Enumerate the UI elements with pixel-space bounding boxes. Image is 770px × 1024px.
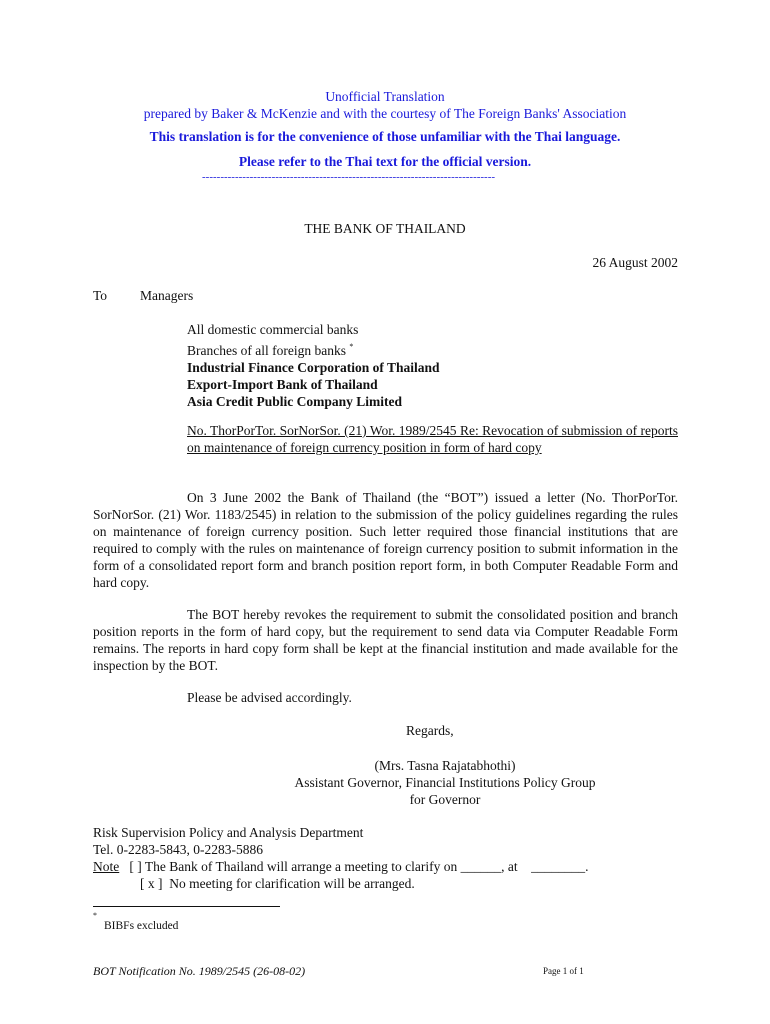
body-paragraph-1: On 3 June 2002 the Bank of Thailand (the “BOT”) issued a letter (No. ThorPorTor. SorNorSor. (21) Wor. 1183/2545) in relation to the submission of the policy guidelines regarding the rules on maintenance of foreign currency position. Such letter required those financial institutions that are required to comply with the rules on maintenance of foreign currency position to submit information in the form of a consolidated report form and branch position report form, in both Computer Readable Form and hard copy. xyxy=(93,490,678,590)
recipient-item: Export-Import Bank of Thailand xyxy=(187,377,378,392)
recipient-list xyxy=(187,321,687,410)
contact-block xyxy=(93,824,693,892)
letterhead: THE BANK OF THAILAND xyxy=(304,221,466,236)
body-paragraph-3: Please be advised accordingly. xyxy=(187,690,352,705)
recipient-item: Branches of all foreign banks * xyxy=(187,342,354,358)
signatory-capacity: for Governor xyxy=(409,792,481,807)
recipient-item: Industrial Finance Corporation of Thailand xyxy=(187,360,440,375)
footnote-marker: * xyxy=(93,911,97,920)
footer-notification-ref: BOT Notification No. 1989/2545 (26-08-02) xyxy=(93,964,306,978)
translation-note-title: Unofficial Translation xyxy=(325,89,445,104)
recipient-item: All domestic commercial banks xyxy=(187,322,359,337)
signatory-title: Assistant Governor, Financial Institutions Policy Group xyxy=(294,775,596,790)
translation-note-credit: prepared by Baker & McKenzie and with the courtesy of The Foreign Banks' Association xyxy=(143,106,627,121)
footnote-marker: * xyxy=(349,342,354,351)
subject-line: No. ThorPorTor. SorNorSor. (21) Wor. 1989/2545 Re: Revocation of submission of reports on maintenance of foreign currency position in form of hard copy xyxy=(187,423,678,455)
signature-block xyxy=(200,757,690,808)
department-phone: Tel. 0-2283-5843, 0-2283-5886 xyxy=(93,842,264,857)
note-no-meeting-option: [ x ] No meeting for clarification will be arranged. xyxy=(140,876,415,891)
to-value: Managers xyxy=(140,288,194,303)
footer-page-number: Page 1 of 1 xyxy=(543,966,584,976)
translation-note-disclaimer: This translation is for the convenience of those unfamiliar with the Thai language. xyxy=(149,129,621,144)
translation-note-reference: Please refer to the Thai text for the official version. xyxy=(238,154,532,169)
signatory-name: (Mrs. Tasna Rajatabhothi) xyxy=(374,758,516,773)
footnote-divider xyxy=(93,906,280,907)
note-row xyxy=(93,858,693,875)
header-dashed-rule: -------------------------------------------------------------------------------- xyxy=(202,171,496,183)
letter-date: 26 August 2002 xyxy=(592,255,678,270)
footnote-text: BIBFs excluded xyxy=(104,920,179,932)
body-paragraph-2: The BOT hereby revokes the requirement to submit the consolidated position and branch position reports in the form of hard copy, but the requirement to send data via Computer Readable Form remains. The reports in hard copy form shall be kept at the financial institution and made available for the inspection by the BOT. xyxy=(93,607,678,673)
recipient-item: Asia Credit Public Company Limited xyxy=(187,394,403,409)
closing-regards: Regards, xyxy=(406,723,454,738)
note-label: Note xyxy=(93,859,120,874)
to-label: To xyxy=(93,288,108,303)
department-name: Risk Supervision Policy and Analysis Department xyxy=(93,825,364,840)
note-meeting-option: [ ] The Bank of Thailand will arrange a meeting to clarify on ______, at ________. xyxy=(129,859,589,874)
